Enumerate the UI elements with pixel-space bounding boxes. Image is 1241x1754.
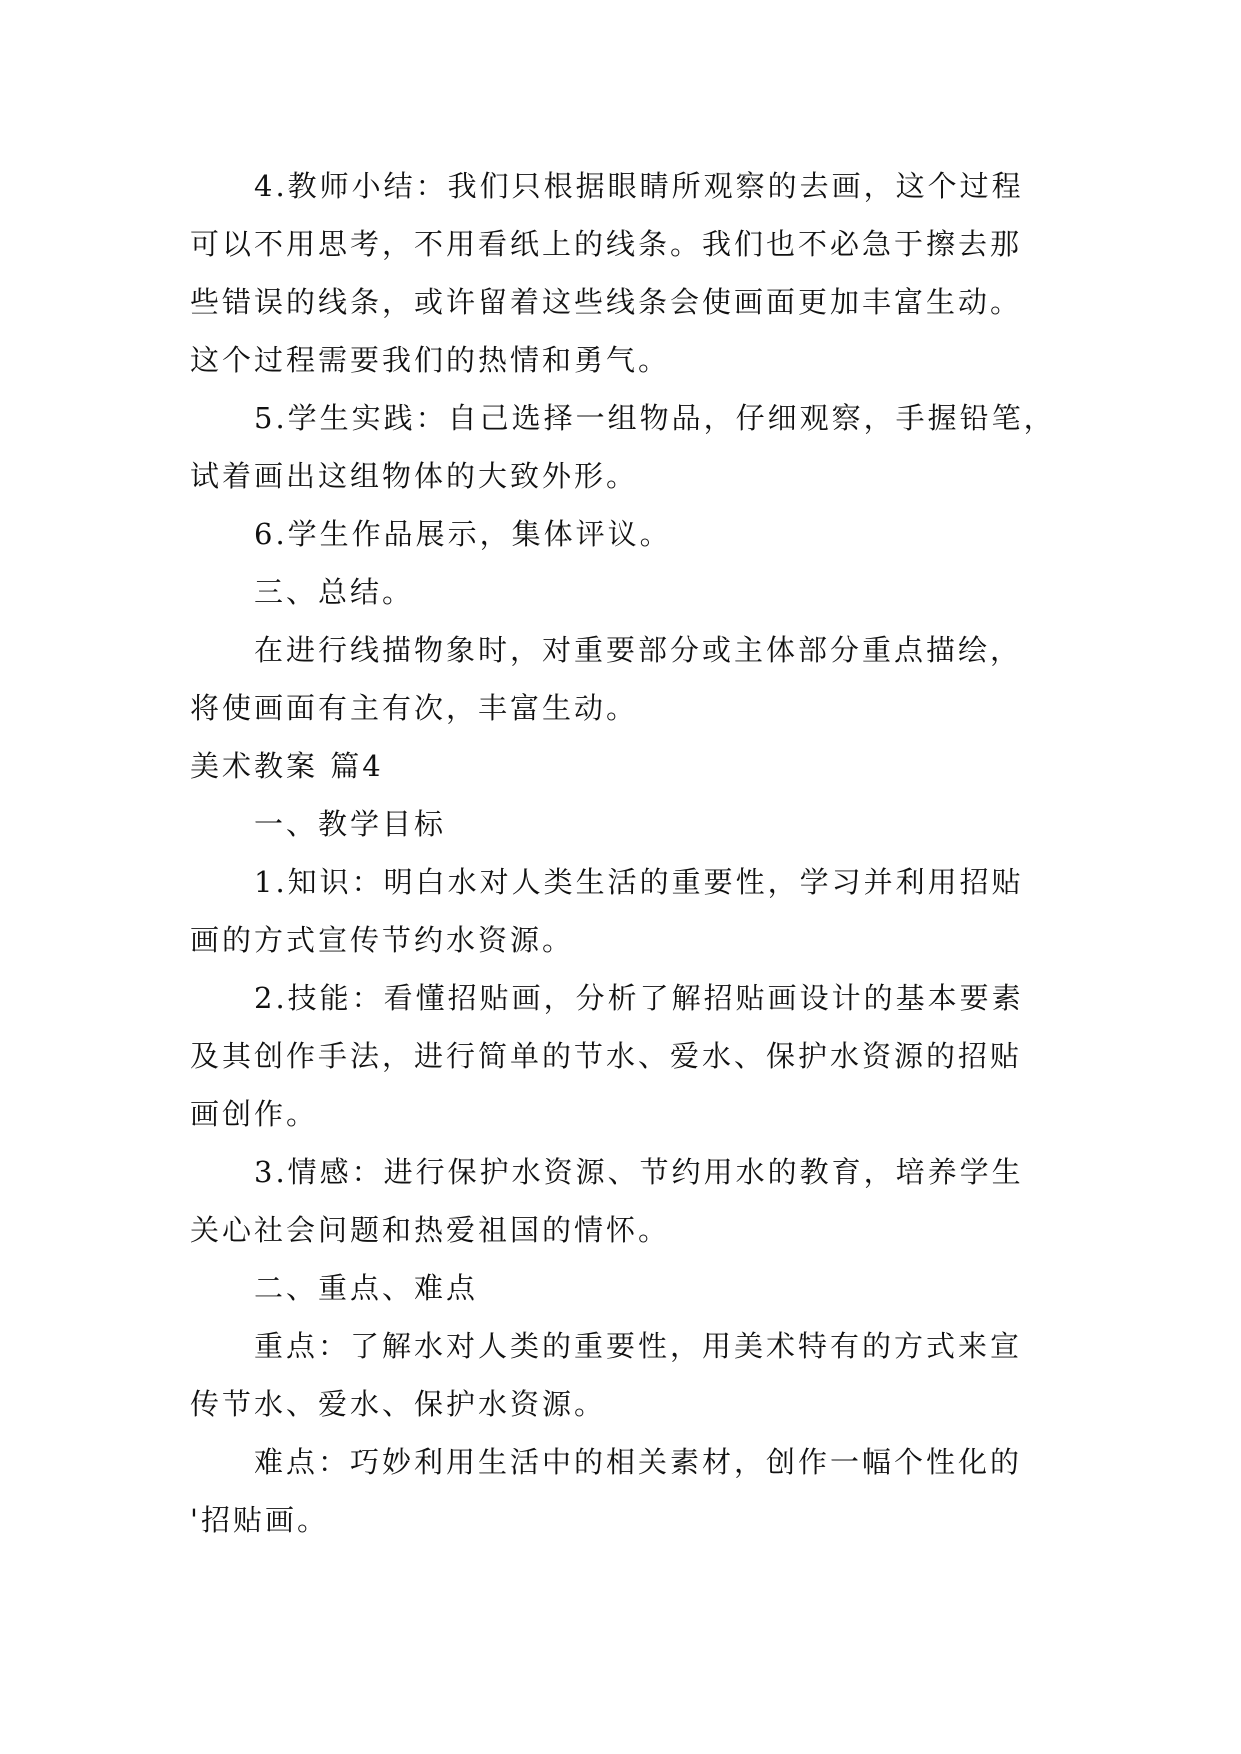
paragraph-line: 难点：巧妙利用生活中的相关素材，创作一幅个性化的 [254, 1445, 1023, 1479]
paragraph-line: 传节水、爱水、保护水资源。 [190, 1387, 607, 1421]
paragraph-line: 6.学生作品展示，集体评议。 [254, 517, 672, 551]
document-title: 美术教案 篇4 [190, 749, 384, 783]
paragraph-line: 画创作。 [190, 1097, 319, 1131]
paragraph-line: 些错误的线条，或许留着这些线条会使画面更加丰富生动。 [190, 285, 1023, 319]
paragraph-line: 3.情感：进行保护水资源、节约用水的教育，培养学生 [254, 1155, 1024, 1189]
paragraph-line: 重点：了解水对人类的重要性，用美术特有的方式来宣 [254, 1329, 1023, 1363]
section-heading: 二、重点、难点 [254, 1271, 479, 1305]
section-heading: 一、教学目标 [254, 807, 447, 841]
paragraph-line: 2.技能：看懂招贴画，分析了解招贴画设计的基本要素 [254, 981, 1024, 1015]
paragraph-line: 将使画面有主有次，丰富生动。 [190, 691, 639, 725]
paragraph-line: 可以不用思考，不用看纸上的线条。我们也不必急于擦去那 [190, 227, 1023, 261]
paragraph-line: 4.教师小结：我们只根据眼睛所观察的去画，这个过程 [254, 169, 1024, 203]
paragraph-line: 5.学生实践：自己选择一组物品，仔细观察，手握铅笔， [254, 401, 1056, 435]
paragraph-line: 画的方式宣传节约水资源。 [190, 923, 575, 957]
paragraph-line: 试着画出这组物体的大致外形。 [190, 459, 639, 493]
paragraph-line: 关心社会问题和热爱祖国的情怀。 [190, 1213, 671, 1247]
paragraph-line: '招贴画。 [190, 1503, 329, 1537]
paragraph-line: 及其创作手法，进行简单的节水、爱水、保护水资源的招贴 [190, 1039, 1023, 1073]
section-heading: 三、总结。 [254, 575, 415, 609]
paragraph-line: 在进行线描物象时，对重要部分或主体部分重点描绘， [254, 633, 1023, 667]
paragraph-line: 这个过程需要我们的热情和勇气。 [190, 343, 671, 377]
paragraph-line: 1.知识：明白水对人类生活的重要性，学习并利用招贴 [254, 865, 1024, 899]
